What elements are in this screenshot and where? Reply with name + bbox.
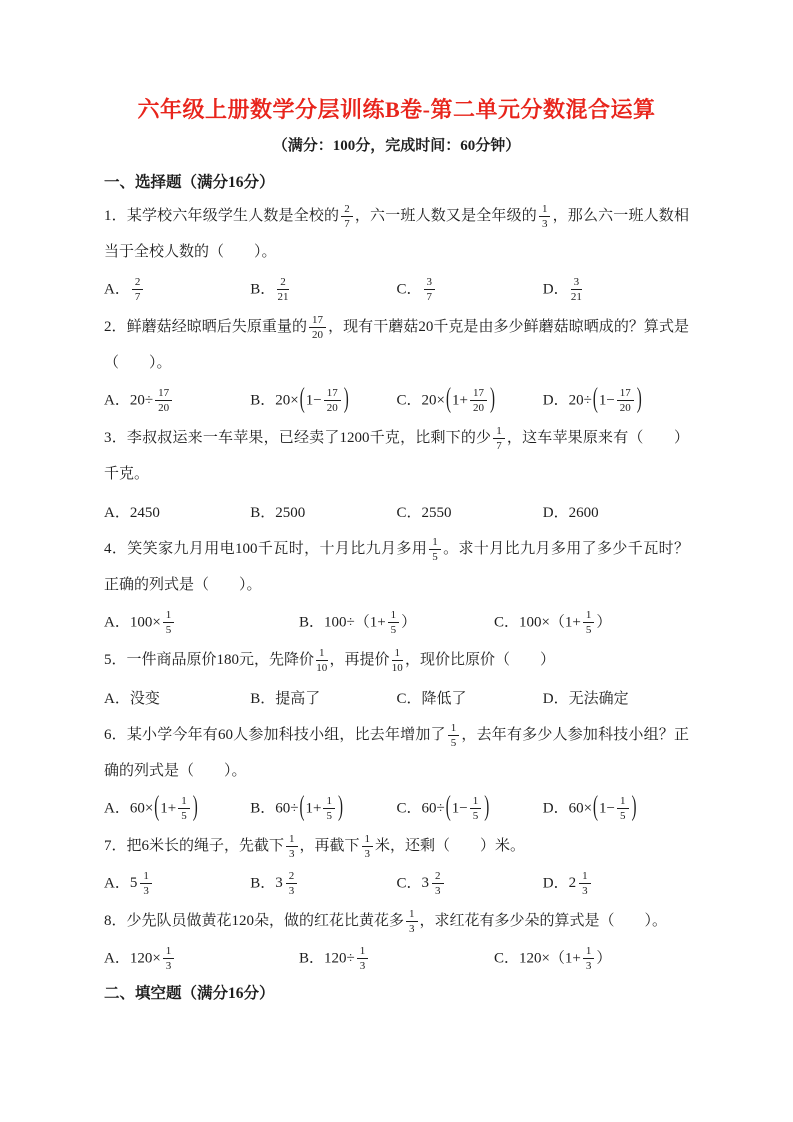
fraction: $\frac{1}{3}$ bbox=[362, 833, 374, 861]
question-5-text: 5．一件商品原价180元，先降价 $\frac{1}{10}$ ，再提价 $\frac{1}{10}$ ，现价比原价（ ） bbox=[104, 646, 556, 675]
page-subtitle: （满分：100分，完成时间：60分钟） bbox=[272, 138, 521, 155]
fraction: $\frac{1}{3}$ bbox=[286, 833, 298, 861]
fraction: $\frac{1}{5}$ bbox=[163, 609, 175, 637]
question-5-option-a: A．没变 bbox=[104, 691, 160, 708]
question-2-option-b: B．20×(1− $\frac{17}{20}$ ) bbox=[250, 384, 349, 416]
mixed-number-whole: 5 bbox=[129, 875, 138, 892]
question-2-text: 2．鲜蘑菇经晾晒后失原重量的 $\frac{17}{20}$ ，现有干蘑菇20千克是由多少鲜蘑菇晾晒成的？算式是（ ）。 bbox=[104, 313, 689, 372]
question-3-option-c: C．2550 bbox=[396, 505, 452, 522]
question-8 bbox=[104, 903, 689, 978]
fraction: $\frac{1}{10}$ bbox=[316, 646, 328, 675]
question-4-option-b: B．100÷（1+ $\frac{1}{5}$ ） bbox=[298, 608, 417, 637]
question-7-option-d: D．2 $\frac{1}{3}$ bbox=[543, 870, 689, 898]
fraction: $\frac{1}{3}$ bbox=[406, 908, 418, 936]
fraction: $\frac{1}{5}$ bbox=[178, 795, 190, 823]
fraction: $\frac{17}{20}$ bbox=[155, 387, 172, 415]
fraction: $\frac{2}{7}$ bbox=[132, 276, 144, 304]
question-1 bbox=[104, 198, 689, 309]
question-6-option-b: B．60÷(1+ $\frac{1}{5}$ ) bbox=[250, 792, 343, 824]
worksheet-body bbox=[104, 167, 689, 1009]
question-8-options bbox=[104, 939, 689, 978]
big-paren-close: ) bbox=[192, 792, 198, 824]
question-3 bbox=[104, 420, 689, 531]
big-paren-open: ( bbox=[445, 792, 451, 824]
big-paren-open: ( bbox=[445, 384, 451, 416]
question-3-option-b: B．2500 bbox=[250, 505, 306, 522]
fraction: $\frac{1}{5}$ bbox=[470, 795, 482, 823]
question-7 bbox=[104, 828, 689, 903]
question-5-option-c: C．降低了 bbox=[396, 691, 467, 708]
question-5-option-d: D．无法确定 bbox=[542, 691, 629, 708]
question-1-options bbox=[104, 270, 689, 309]
question-7-options bbox=[104, 864, 689, 903]
big-paren-open: ( bbox=[593, 792, 599, 824]
big-paren-open: ( bbox=[299, 792, 305, 824]
fraction: $\frac{1}{5}$ bbox=[583, 609, 595, 637]
question-2-option-a: A．20÷ $\frac{17}{20}$ bbox=[104, 387, 250, 415]
question-5-option-b: B．提高了 bbox=[250, 691, 321, 708]
question-1-option-c: C． $\frac{3}{7}$ bbox=[397, 276, 543, 304]
big-paren-close: ) bbox=[484, 792, 490, 824]
fraction: $\frac{17}{20}$ bbox=[309, 314, 326, 342]
section-heading: 二、填空题（满分16分） bbox=[104, 985, 275, 1003]
question-2-option-c: C．20×(1+ $\frac{17}{20}$ ) bbox=[396, 384, 495, 416]
fraction: $\frac{2}{21}$ bbox=[277, 275, 289, 304]
question-1-option-a: A． $\frac{2}{7}$ bbox=[104, 276, 250, 304]
fraction: $\frac{1}{7}$ bbox=[493, 425, 505, 453]
fraction: $\frac{1}{5}$ bbox=[388, 609, 400, 637]
fraction: $\frac{1}{3}$ bbox=[539, 203, 551, 231]
mixed-number-whole: 3 bbox=[421, 875, 430, 892]
big-paren-close: ) bbox=[636, 384, 642, 416]
question-4 bbox=[104, 531, 689, 642]
big-paren-open: ( bbox=[154, 792, 160, 824]
fraction: $\frac{1}{3}$ bbox=[357, 945, 369, 973]
question-5 bbox=[104, 642, 689, 717]
fraction: $\frac{3}{7}$ bbox=[424, 276, 436, 304]
fraction: $\frac{1}{3}$ bbox=[163, 945, 175, 973]
question-4-option-c: C．100×（1+ $\frac{1}{5}$ ） bbox=[493, 608, 612, 637]
big-paren-open: ( bbox=[592, 384, 598, 416]
question-6 bbox=[104, 717, 689, 828]
section-heading: 一、选择题（满分16分） bbox=[104, 174, 275, 192]
question-2-options bbox=[104, 381, 689, 420]
question-6-option-a: A．60×(1+ $\frac{1}{5}$ ) bbox=[104, 792, 198, 824]
question-8-text: 8．少先队员做黄花120朵，做的红花比黄花多 $\frac{1}{3}$ ，求红花有多少朵的算式是（ ）。 bbox=[104, 907, 668, 936]
fraction: $\frac{17}{20}$ bbox=[324, 387, 341, 415]
big-paren-close: ) bbox=[489, 384, 495, 416]
question-1-option-d: D． $\frac{3}{21}$ bbox=[542, 275, 582, 304]
fraction: $\frac{1}{3}$ bbox=[583, 945, 595, 973]
question-6-text: 6．某小学今年有60人参加科技小组，比去年增加了 $\frac{1}{5}$ ，去年有多少人参加科技小组？正确的列式是（ ）。 bbox=[104, 721, 689, 780]
question-5-options bbox=[104, 678, 689, 717]
question-1-option-b: B． $\frac{2}{21}$ bbox=[250, 275, 289, 304]
question-6-option-c: C．60÷(1− $\frac{1}{5}$ ) bbox=[396, 792, 490, 824]
fraction: $\frac{1}{5}$ bbox=[617, 795, 629, 823]
fraction: $\frac{1}{5}$ bbox=[448, 722, 460, 750]
question-3-text: 3．李叔叔运来一车苹果，已经卖了1200千克，比剩下的少 $\frac{1}{7}$ ，这车苹果原来有（ ）千克。 bbox=[104, 424, 689, 483]
question-6-options bbox=[104, 789, 689, 828]
fraction: $\frac{1}{10}$ bbox=[391, 646, 403, 675]
question-4-option-a: A．100× $\frac{1}{5}$ bbox=[104, 609, 299, 637]
mixed-number-whole: 2 bbox=[568, 875, 577, 892]
fraction: $\frac{17}{20}$ bbox=[617, 387, 634, 415]
question-7-option-b: B．3 $\frac{2}{3}$ bbox=[250, 870, 396, 898]
question-3-option-a: A．2450 bbox=[104, 505, 160, 522]
question-2 bbox=[104, 309, 689, 420]
question-6-option-d: D．60×(1− $\frac{1}{5}$ ) bbox=[542, 792, 637, 824]
question-8-option-c: C．120×（1+ $\frac{1}{3}$ ） bbox=[493, 944, 612, 973]
fraction: $\frac{1}{3}$ bbox=[140, 870, 152, 898]
question-3-option-d: D．2600 bbox=[542, 505, 599, 522]
page-title: 六年级上册数学分层训练B卷-第二单元分数混合运算 bbox=[137, 97, 656, 122]
question-1-text: 1．某学校六年级学生人数是全校的 $\frac{2}{7}$ ，六一班人数又是全年级的 $\frac{1}{3}$ ，那么六一班人数相当于全校人数的（ ）。 bbox=[104, 202, 689, 261]
fraction: $\frac{2}{7}$ bbox=[341, 203, 353, 231]
fraction: $\frac{3}{21}$ bbox=[570, 275, 582, 304]
question-4-text: 4．笑笑家九月用电100千瓦时，十月比九月多用 $\frac{1}{5}$ 。求十月比九月多用了多少千瓦时？正确的列式是（ ）。 bbox=[104, 535, 689, 594]
question-7-text: 7．把6米长的绳子，先截下 $\frac{1}{3}$ ，再截下 $\frac{1}{3}$ 米，还剩（ ）米。 bbox=[104, 832, 526, 861]
question-4-options bbox=[104, 603, 689, 642]
question-3-options bbox=[104, 492, 689, 531]
question-8-option-a: A．120× $\frac{1}{3}$ bbox=[104, 945, 299, 973]
big-paren-close: ) bbox=[337, 792, 343, 824]
question-7-option-c: C．3 $\frac{2}{3}$ bbox=[397, 870, 543, 898]
fraction: $\frac{2}{3}$ bbox=[432, 870, 444, 898]
fraction: $\frac{17}{20}$ bbox=[470, 387, 487, 415]
fraction: $\frac{1}{5}$ bbox=[323, 795, 335, 823]
fraction: $\frac{2}{3}$ bbox=[286, 870, 298, 898]
big-paren-close: ) bbox=[631, 792, 637, 824]
mixed-number-whole: 3 bbox=[275, 875, 283, 892]
fraction: $\frac{1}{3}$ bbox=[579, 870, 591, 898]
fraction: $\frac{1}{5}$ bbox=[429, 536, 441, 564]
question-8-option-b: B．120÷ $\frac{1}{3}$ bbox=[299, 945, 494, 973]
big-paren-close: ) bbox=[343, 384, 349, 416]
question-2-option-d: D．20÷(1− $\frac{17}{20}$ ) bbox=[542, 384, 642, 416]
big-paren-open: ( bbox=[299, 384, 305, 416]
question-7-option-a: A．5 $\frac{1}{3}$ bbox=[104, 870, 250, 898]
